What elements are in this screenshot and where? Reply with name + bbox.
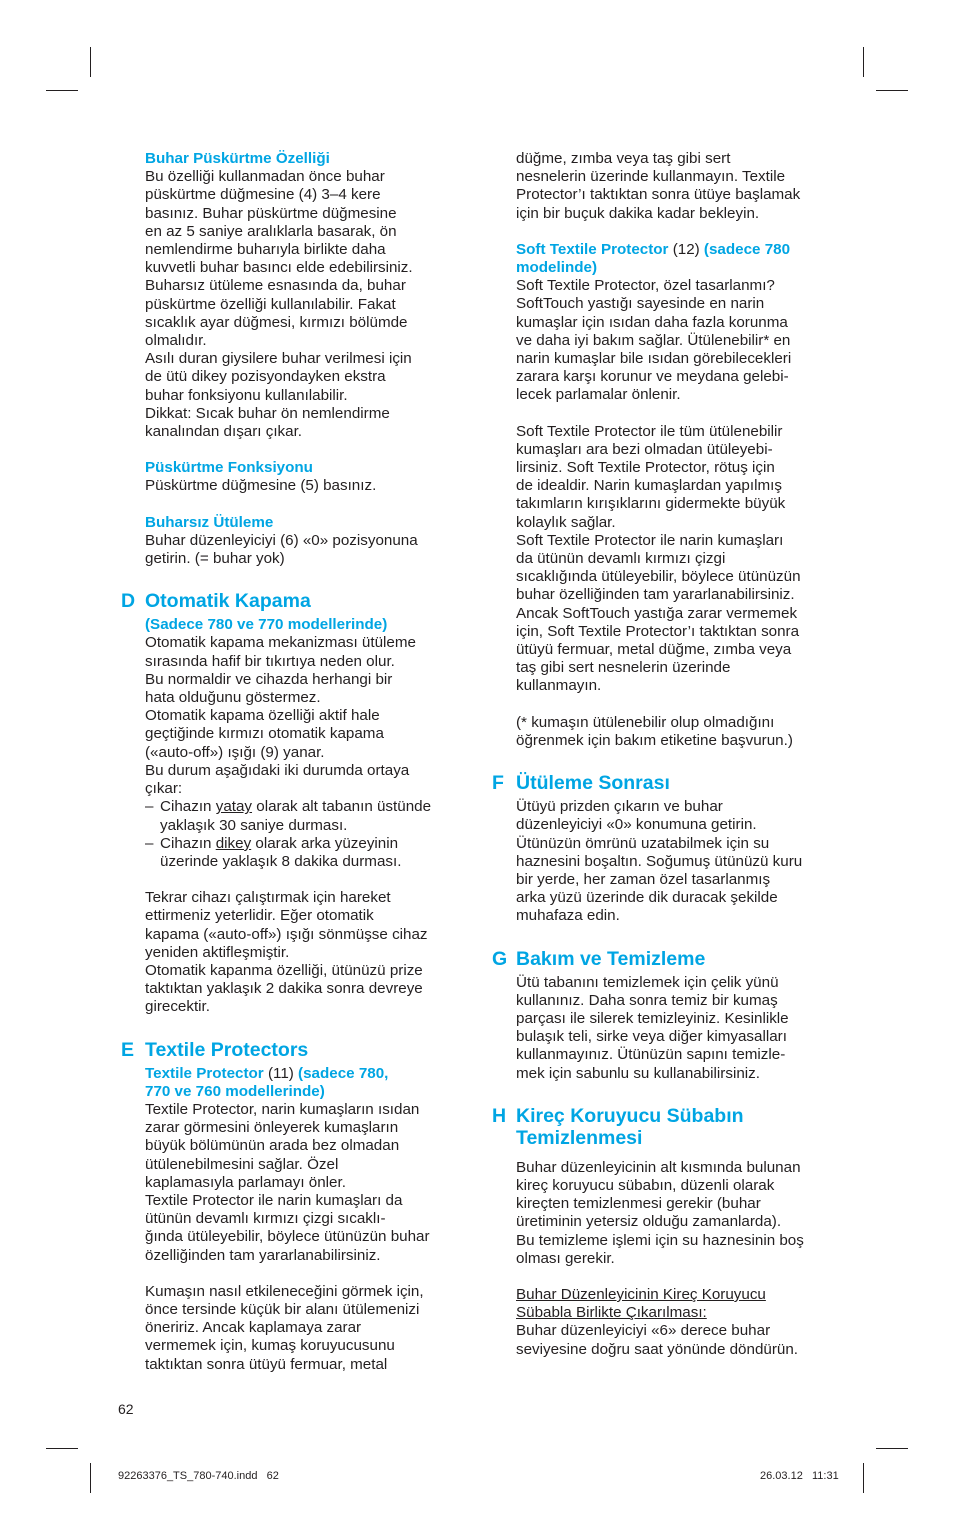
text-line: zarar görmesini önleyerek kumaşların [145, 1119, 399, 1137]
text-line: Bu normaldir ve cihazda herhangi bir [145, 670, 393, 688]
text-line: en az 5 saniye aralıklarla basarak, ön [145, 222, 397, 240]
text-line: sırasında hafif bir tıkırtıya neden olur. [145, 652, 395, 670]
text-line: kaplamasıyla parlamayı önler. [145, 1173, 346, 1191]
text-line: Protector’ı taktıktan sonra ütüye başlamak [516, 186, 801, 204]
text-line: öğrenmek için bakım etiketine başvurun.) [516, 731, 793, 749]
text-line: lecek parlamalar önlenir. [516, 386, 681, 404]
footer-date: 26.03.12 11:31 [760, 1470, 839, 1482]
text-line: parçası ile silerek temizleyiniz. Kesinlikle [516, 1009, 789, 1027]
text-line: taktıktan yaklaşık 2 dakika sonra devreye [145, 980, 423, 998]
crop-mark [46, 90, 78, 91]
crop-mark [876, 90, 908, 91]
page-number: 62 [118, 1401, 134, 1417]
text-line: taş gibi sert nesnelerin üzerinde [516, 659, 731, 677]
section-letter: F [492, 772, 504, 795]
section-title: Otomatik Kapama [145, 590, 311, 613]
text-line: düğme, zımba veya taş gibi sert [516, 150, 731, 167]
text-line: kuvvetli buhar basıncı elde edebilirsiniz. [145, 259, 413, 277]
continued-body [516, 150, 846, 223]
text-line: («auto-off») ışığı (9) yanar. [145, 743, 325, 761]
text-line: kolaylık sağlar. [516, 513, 616, 531]
text-line: ettirmeniz yeterlidir. Eğer otomatik [145, 907, 374, 925]
section-h-underlined-2: Sübabla Birlikte Çıkarılması: [516, 1304, 707, 1322]
text-line: ütünün devamlı kırmızı çizgi sıcaklı- [145, 1210, 386, 1228]
text-line: kullanmayın. [516, 677, 602, 695]
text-line: buhar özelliğinden tam yararlanabilirsiniz. [516, 586, 795, 604]
text-line: için, Soft Textile Protector’ı taktıktan sonra [516, 622, 800, 640]
text-line: çıkar: [145, 780, 183, 798]
left-column [121, 150, 470, 1374]
text-line: düzenleyiciyi «0» konumuna getirin. [516, 816, 757, 834]
text-line: de ütü dikey pozisyondayken ekstra [145, 368, 386, 386]
text-line: Soft Textile Protector ile narin kumaşları [516, 531, 784, 549]
text-line: getirin. (= buhar yok) [145, 550, 285, 568]
text-line: Buhar düzenleyiciyi «6» derece buhar [516, 1322, 771, 1340]
text-line: Püskürtme düğmesine (5) basınız. [145, 477, 377, 495]
text-line: (* kumaşın ütülenebilir olup olmadığını [516, 713, 775, 731]
footer-file: 92263376_TS_780-740.indd 62 [118, 1470, 279, 1482]
text-line: hata olduğunu göstermez. [145, 689, 321, 707]
text-line: lirsiniz. Soft Textile Protector, rötuş için [516, 459, 775, 477]
text-line: Kumaşın nasıl etkileneceğini görmek için, [145, 1282, 424, 1300]
text-line: girecektir. [145, 998, 210, 1016]
right-column [492, 150, 846, 1359]
text-line: de idealdir. Narin kumaşlardan yapılmış [516, 477, 782, 495]
soft-footnote [516, 714, 846, 750]
section-title: Kireç Koruyucu Sübabın [516, 1104, 744, 1127]
section-title: Textile Protectors [145, 1038, 309, 1061]
text-line: Textile Protector ile narin kumaşları da [145, 1191, 403, 1209]
text-line: Bu durum aşağıdaki iki durumda ortaya [145, 761, 410, 779]
text-line: sıcaklığında ütüleyebilir, böylece ütünüzün [516, 568, 801, 586]
text-line: kanalından dışarı çıkar. [145, 423, 303, 441]
text-line: Soft Textile Protector, özel tasarlanmı? [516, 277, 775, 295]
buhar-body [145, 168, 470, 441]
text-line: kullanınız. Daha sonra temiz bir kumaş [516, 991, 778, 1009]
text-line: Tekrar cihazı çalıştırmak için hareket [145, 889, 391, 907]
text-line: takımların kırışıklarını gidermekte büyük [516, 495, 786, 513]
crop-mark [863, 1463, 864, 1493]
text-line: Buharsız ütüleme esnasında da, buhar [145, 277, 406, 295]
text-line: Ütünüzün ömrünü uzatabilmek için su [516, 834, 770, 852]
section-letter: D [121, 590, 136, 613]
section-letter: E [121, 1038, 135, 1061]
text-line: Buhar düzenleyiciyi (6) «0» pozisyonuna [145, 531, 418, 549]
text-line: basınız. Buhar püskürtme düğmesine [145, 204, 397, 222]
text-line: SoftTouch yastığı sayesinde en narin [516, 295, 765, 313]
text-line: püskürtme özelliği kullanılabilir. Fakat [145, 295, 396, 313]
text-line: nemlendirme buharıyla birlikte daha [145, 241, 386, 259]
text-line: Ütüyü prizden çıkarın ve buhar [516, 798, 723, 816]
text-line: ğında ütüleyebilir, böylece ütünüzün buhar [145, 1228, 430, 1246]
text-line: Buhar düzenleyicinin alt kısmında bulunan [516, 1158, 801, 1176]
section-letter: H [492, 1104, 507, 1127]
crop-mark [46, 1448, 78, 1449]
text-line: ve daha iyi bakım sağlar. Ütülenebilir* en [516, 331, 791, 349]
text-line: püskürtme düğmesine (4) 3–4 kere [145, 186, 381, 204]
text-line: kireçten temizlenmesi gerekir (buhar [516, 1195, 761, 1213]
text-line: kumaşları ara bezi olmadan ütüleyebi- [516, 440, 773, 458]
section-e-body-2 [145, 1283, 470, 1374]
puskurtme-body [145, 477, 470, 495]
section-title-2: Temizlenmesi [516, 1126, 643, 1149]
section-h-underlined: Buhar Düzenleyicinin Kireç Koruyucu [516, 1285, 766, 1303]
buharsiz-title: Buharsız Ütüleme [145, 513, 274, 531]
soft-body-2 [516, 423, 846, 696]
text-line: arka yüzü üzerinde dik duracak şekilde [516, 889, 778, 907]
text-line: zarara karşı korunur ve meydana gelebi- [516, 368, 789, 386]
section-g-heading [492, 947, 846, 970]
text-line: Otomatik kapanma özelliği, ütünüzü prize [145, 961, 423, 979]
soft-body [516, 277, 846, 404]
section-f-body [516, 798, 846, 925]
text-line: için bir buçuk dakika kadar bekleyin. [516, 204, 760, 222]
section-d-body-2 [145, 889, 470, 1016]
text-line: olması gerekir. [516, 1249, 615, 1267]
text-line: vermemek için, kumaş koruyucusunu [145, 1337, 395, 1355]
text-line: Otomatik kapama mekanizması ütüleme [145, 634, 416, 652]
text-line: Ütü tabanını temizlemek için çelik yünü [516, 973, 779, 991]
text-line: buhar fonksiyonu kullanılabilir. [145, 386, 348, 404]
text-line: muhafaza edin. [516, 907, 620, 925]
text-line: büyük bölümünün arada bez olmadan [145, 1137, 400, 1155]
text-line: haznesini boşaltın. Soğumuş ütünüzü kuru [516, 852, 803, 870]
text-line: kireç koruyucu sübabın, düzenli olarak [516, 1176, 775, 1194]
text-line: nesnelerin üzerinde kullanmayın. Textile [516, 168, 786, 186]
list-item: – Cihazın yatay olarak alt tabanın üstünde yaklaşık 30 saniye durması. [145, 798, 432, 834]
text-line: önce tersinde küçük bir alanı ütülemenizi [145, 1300, 420, 1318]
section-e-subtitle: Textile Protector (11) (sadece 780, [145, 1064, 389, 1082]
list-item: – Cihazın dikey olarak arka yüzeyinin üzerinde yaklaşık 8 dakika durması. [145, 834, 402, 870]
text-line: Bu özelliği kullanmadan önce buhar [145, 168, 385, 186]
section-e-heading [121, 1038, 470, 1061]
text-line: öneririz. Ancak kaplamaya zarar [145, 1319, 362, 1337]
soft-subtitle: Soft Textile Protector (12) (sadece 780 [516, 240, 791, 258]
crop-mark [90, 1463, 91, 1493]
section-title: Bakım ve Temizleme [516, 947, 706, 970]
section-e-subtitle-2: 770 ve 760 modellerinde) [145, 1082, 325, 1100]
text-line: kapama («auto-off») ışığı sönmüşse cihaz [145, 925, 428, 943]
section-h-heading [492, 1104, 846, 1149]
text-line: ütüyü fermuar, metal düğme, zımba veya [516, 641, 792, 659]
buhar-title: Buhar Püskürtme Özelliği [145, 150, 330, 167]
crop-mark [863, 47, 864, 77]
section-letter: G [492, 947, 508, 970]
text-line: seviyesine doğru saat yönünde döndürün. [516, 1340, 799, 1358]
text-line: mek için sabunlu su kullanabilirsiniz. [516, 1064, 760, 1082]
text-line: Asılı duran giysilere buhar verilmesi için [145, 350, 412, 368]
section-d-body [145, 634, 470, 798]
section-e-body [145, 1101, 470, 1265]
text-line: özelliğinden tam yararlanabilirsiniz. [145, 1246, 381, 1264]
text-line: narin kumaşlar bile ısıdan görebilecekleri [516, 350, 792, 368]
text-line: kullanmayınız. Ütünüzün sapını temizle- [516, 1046, 786, 1064]
text-line: sıcaklık ayar düğmesi, kırmızı bölümde [145, 313, 408, 331]
text-line: taktıktan sonra ütüyü fermuar, metal [145, 1355, 388, 1373]
text-line: Soft Textile Protector ile tüm ütülenebilir [516, 422, 783, 440]
section-h-body-2 [516, 1322, 846, 1358]
crop-mark [876, 1448, 908, 1449]
crop-mark [90, 47, 91, 77]
soft-subtitle-2: modelinde) [516, 259, 598, 277]
text-line: olmalıdır. [145, 332, 207, 350]
section-d-heading [121, 590, 470, 613]
text-line: Dikkat: Sıcak buhar ön nemlendirme [145, 404, 390, 422]
section-g-body [516, 974, 846, 1083]
text-line: yeniden aktifleşmiştir. [145, 943, 290, 961]
section-f-heading [492, 772, 846, 795]
puskurtme-title: Püskürtme Fonksiyonu [145, 459, 313, 477]
text-line: bir yerde, her zaman özel tasarlanmış [516, 870, 771, 888]
text-line: Bu temizleme işlemi için su haznesinin boş [516, 1231, 804, 1249]
text-line: Ancak SoftTouch yastığa zarar vermemek [516, 604, 798, 622]
buharsiz-body [145, 532, 470, 568]
section-d-subtitle: (Sadece 780 ve 770 modellerinde) [145, 616, 388, 634]
section-title: Ütüleme Sonrası [516, 772, 670, 795]
text-line: bulaşık teli, sirke veya diğer kimyasalları [516, 1028, 787, 1046]
text-line: kumaşlar için ısıdan daha fazla korunma [516, 313, 788, 331]
section-h-body [516, 1159, 846, 1268]
text-line: Textile Protector, narin kumaşların ısıdan [145, 1100, 420, 1118]
text-line: geçtiğinde kırmızı otomatik kapama [145, 725, 384, 743]
text-line: ütülenebilmesini sağlar. Özel [145, 1155, 339, 1173]
text-line: da ütünün devamlı kırmızı çizgi [516, 550, 726, 568]
text-line: üretiminin yetersiz olduğu zamanlarda). [516, 1213, 782, 1231]
text-line: Otomatik kapama özelliği aktif hale [145, 707, 380, 725]
